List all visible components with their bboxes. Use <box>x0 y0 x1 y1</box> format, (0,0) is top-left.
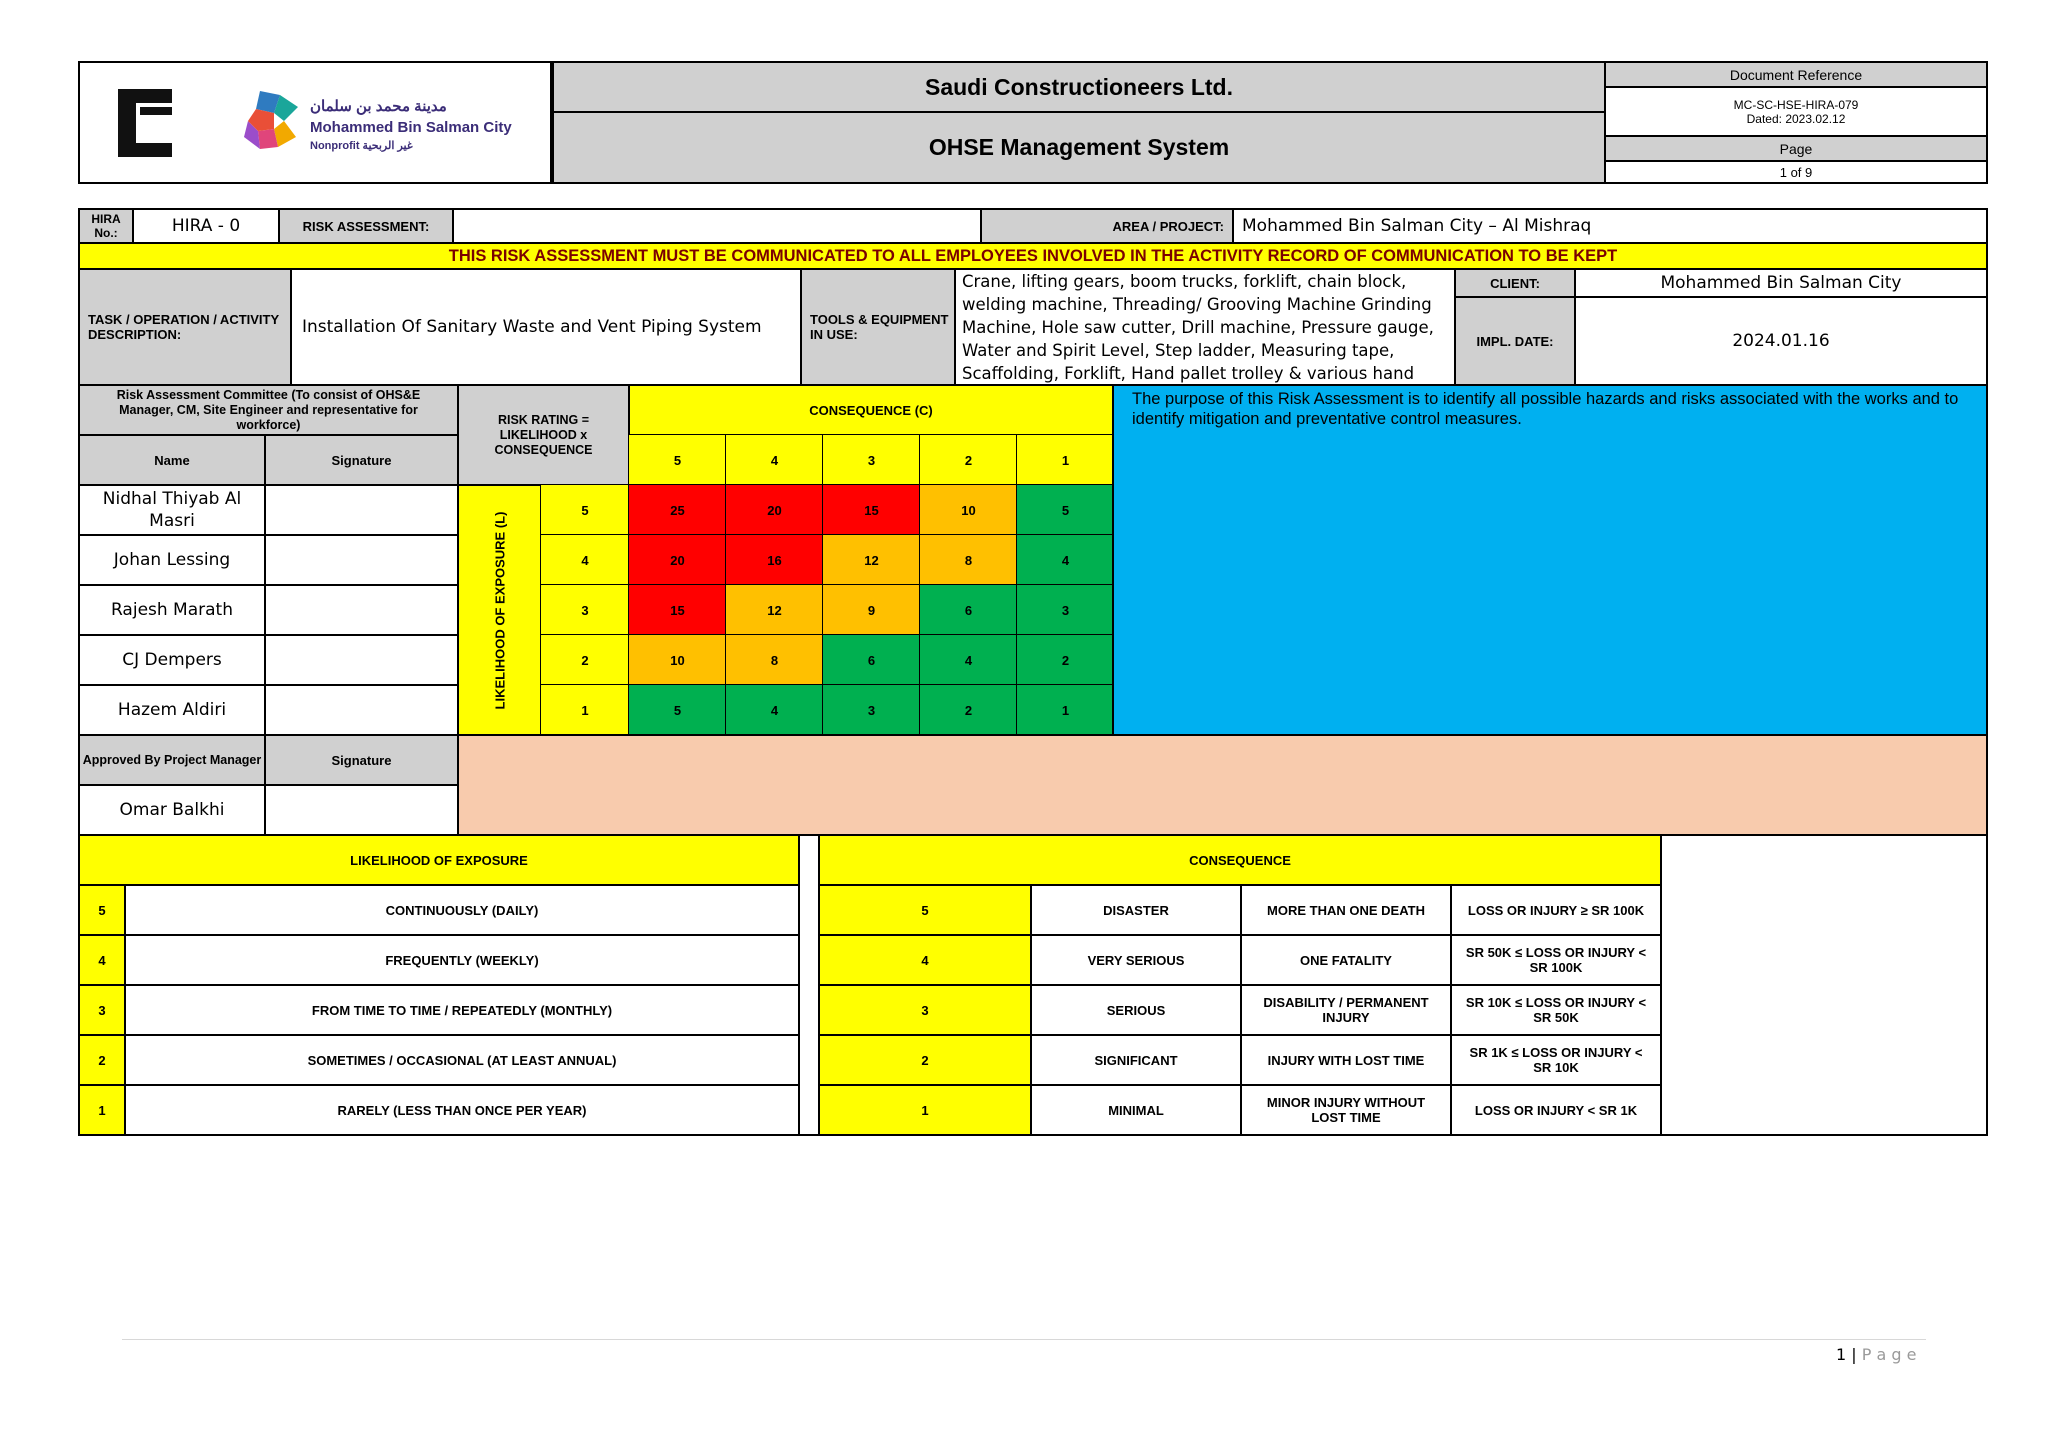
committee-member-name <box>78 584 266 636</box>
consequence-table-title-text: CONSEQUENCE <box>1189 852 1291 868</box>
committee-member-signature <box>264 484 459 536</box>
committee-title-text: Risk Assessment Committee (To consist of OHS&E Manager, CM, Site Engineer and representative for workforce) <box>116 387 421 432</box>
company-name-text: Saudi Constructioneers Ltd. <box>925 73 1233 100</box>
likelihood-description-cell: RARELY (LESS THAN ONCE PER YEAR) <box>124 1084 800 1136</box>
committee-member-name-text: CJ Dempers <box>122 650 222 670</box>
doc-ref-label-text: Document Reference <box>1729 66 1863 83</box>
mbs-city-logo-ar: مدينة محمد بن سلمان <box>310 98 447 115</box>
system-name-text: OHSE Management System <box>928 134 1230 160</box>
committee-member-signature <box>264 534 459 586</box>
risk-matrix-cell: 3 <box>1016 584 1115 636</box>
blank-right-box <box>1660 834 1988 1136</box>
committee-member-signature <box>264 584 459 636</box>
page-value <box>1604 160 1988 184</box>
committee-member-name <box>78 534 266 586</box>
consequence-loss-cell: LOSS OR INJURY < SR 1K <box>1450 1084 1662 1136</box>
risk-matrix-cell: 6 <box>822 634 921 686</box>
tools-label <box>800 268 956 386</box>
client-label-text: CLIENT: <box>1490 275 1540 291</box>
consequence-people-cell: INJURY WITH LOST TIME <box>1240 1034 1452 1086</box>
likelihood-scale-cell: 4 <box>540 534 630 586</box>
committee-member-name-text: Johan Lessing <box>113 550 231 570</box>
consequence-severity-cell: DISASTER <box>1030 884 1242 936</box>
risk-assessment-label-text: RISK ASSESSMENT: <box>302 218 430 234</box>
consequence-scale-cell: 5 <box>628 434 727 486</box>
committee-member-signature <box>264 634 459 686</box>
approved-by-label <box>78 734 266 786</box>
impl-date-label-text: IMPL. DATE: <box>1476 333 1554 349</box>
footer-separator: | <box>1851 1345 1862 1364</box>
risk-matrix-cell: 1 <box>1016 684 1115 736</box>
doc-ref-label <box>1604 61 1988 88</box>
consequence-loss-cell: SR 50K ≤ LOSS OR INJURY < SR 100K <box>1450 934 1662 986</box>
footer-page <box>1836 1345 1916 1364</box>
consequence-label-text: CONSEQUENCE (C) <box>809 402 933 418</box>
committee-name-header <box>78 434 266 486</box>
task-text: Installation Of Sanitary Waste and Vent Piping System <box>302 317 762 337</box>
risk-rating-label-text: RISK RATING = LIKELIHOOD x CONSEQUENCE <box>494 412 593 457</box>
likelihood-table-title-text: LIKELIHOOD OF EXPOSURE <box>350 852 528 868</box>
area-value <box>1232 208 1988 244</box>
purpose-box <box>1112 384 1988 736</box>
committee-member-name-text: Hazem Aldiri <box>117 700 227 720</box>
saudi-constructioneers-logo <box>110 79 180 163</box>
impl-date-value <box>1574 296 1988 386</box>
page-value-text: 1 of 9 <box>1779 164 1813 180</box>
table-separator <box>798 834 820 1136</box>
committee-member-name <box>78 634 266 686</box>
area-label <box>980 208 1234 244</box>
approved-name-text: Omar Balkhi <box>119 800 225 820</box>
consequence-scale-cell: 4 <box>725 434 824 486</box>
system-name <box>552 111 1606 184</box>
risk-matrix-cell: 2 <box>919 684 1018 736</box>
communication-banner-text: THIS RISK ASSESSMENT MUST BE COMMUNICATED TO ALL EMPLOYEES INVOLVED IN THE ACTIVITY RECORD OF COMMUNICATION TO BE KEPT <box>448 246 1618 265</box>
doc-ref-date: Dated: 2023.02.12 <box>1746 111 1846 126</box>
tools-text: Crane, lifting gears, boom trucks, forklift, chain block, welding machine, Threading/ Grooving Machine Grinding Machine, Hole saw cutter, Drill machine, Pressure gauge, Water and Spirit Level, Step ladder, Measuring tape, Scaffolding, Forklift, Hand pallet trolley & various hand <box>962 272 1434 383</box>
consequence-loss-cell: SR 1K ≤ LOSS OR INJURY < SR 10K <box>1450 1034 1662 1086</box>
approved-by-label-text: Approved By Project Manager <box>82 752 262 767</box>
doc-ref-number: MC-SC-HSE-HIRA-079 <box>1733 97 1859 112</box>
approved-signature <box>264 784 459 836</box>
footer-page-word: P a g e <box>1861 1345 1917 1364</box>
committee-member-name <box>78 684 266 736</box>
likelihood-scale-cell: 3 <box>540 584 630 636</box>
task-label-text: TASK / OPERATION / ACTIVITY DESCRIPTION: <box>88 312 279 342</box>
risk-matrix-cell: 5 <box>628 684 727 736</box>
risk-matrix-cell: 4 <box>919 634 1018 686</box>
consequence-level-cell: 4 <box>818 934 1032 986</box>
approval-notes-box <box>457 734 1988 836</box>
area-label-text: AREA / PROJECT: <box>1112 218 1224 234</box>
hira-no-label <box>78 208 134 244</box>
approved-signature-header <box>264 734 459 786</box>
likelihood-vertical-label <box>457 484 542 736</box>
risk-matrix-cell: 12 <box>822 534 921 586</box>
likelihood-scale-cell: 5 <box>540 484 630 536</box>
mbs-city-logo-en: Mohammed Bin Salman City <box>310 119 512 136</box>
risk-matrix-cell: 8 <box>919 534 1018 586</box>
likelihood-level-cell: 1 <box>78 1084 126 1136</box>
consequence-level-cell: 2 <box>818 1034 1032 1086</box>
risk-matrix-cell: 20 <box>725 484 824 536</box>
client-value <box>1574 268 1988 298</box>
mbs-city-logo-icon <box>240 87 302 153</box>
committee-name-header-text: Name <box>154 452 190 468</box>
likelihood-description-cell: SOMETIMES / OCCASIONAL (AT LEAST ANNUAL) <box>124 1034 800 1086</box>
committee-signature-header <box>264 434 459 486</box>
consequence-scale-cell: 3 <box>822 434 921 486</box>
likelihood-table-title <box>78 834 800 886</box>
likelihood-level-cell: 5 <box>78 884 126 936</box>
likelihood-scale-cell: 1 <box>540 684 630 736</box>
likelihood-level-cell: 2 <box>78 1034 126 1086</box>
consequence-level-cell: 3 <box>818 984 1032 1036</box>
hira-no-label-text: HIRA No.: <box>91 212 121 240</box>
hira-no-text: HIRA - 0 <box>171 216 241 236</box>
likelihood-level-cell: 4 <box>78 934 126 986</box>
risk-matrix-cell: 10 <box>628 634 727 686</box>
impl-date-text: 2024.01.16 <box>1732 331 1830 351</box>
consequence-severity-cell: MINIMAL <box>1030 1084 1242 1136</box>
purpose-text: The purpose of this Risk Assessment is to identify all possible hazards and risks associated with the works and to identify mitigation and preventative control measures. <box>1132 390 1959 428</box>
consequence-people-cell: MINOR INJURY WITHOUT LOST TIME <box>1240 1084 1452 1136</box>
risk-matrix-cell: 9 <box>822 584 921 636</box>
mbs-city-logo-sub: Nonprofit غير الربحية <box>310 140 413 152</box>
likelihood-description-cell: FREQUENTLY (WEEKLY) <box>124 934 800 986</box>
likelihood-level-cell: 3 <box>78 984 126 1036</box>
task-value <box>290 268 802 386</box>
likelihood-description-cell: CONTINUOUSLY (DAILY) <box>124 884 800 936</box>
task-label <box>78 268 292 386</box>
header-logo-box <box>78 61 552 184</box>
likelihood-vertical-label-text: LIKELIHOOD OF EXPOSURE (L) <box>492 511 507 709</box>
consequence-scale-cell: 1 <box>1016 434 1115 486</box>
hira-no-value <box>132 208 280 244</box>
page-label <box>1604 135 1988 162</box>
communication-banner <box>78 242 1988 270</box>
risk-matrix-cell: 16 <box>725 534 824 586</box>
consequence-level-cell: 1 <box>818 1084 1032 1136</box>
approved-name <box>78 784 266 836</box>
risk-matrix-cell: 5 <box>1016 484 1115 536</box>
committee-member-name <box>78 484 266 536</box>
consequence-people-cell: ONE FATALITY <box>1240 934 1452 986</box>
tools-label-text: TOOLS & EQUIPMENT IN USE: <box>810 312 949 342</box>
risk-rating-label <box>457 384 630 486</box>
consequence-table-title <box>818 834 1662 886</box>
risk-matrix-cell: 2 <box>1016 634 1115 686</box>
tools-value <box>954 268 1456 386</box>
risk-matrix-cell: 8 <box>725 634 824 686</box>
consequence-people-cell: MORE THAN ONE DEATH <box>1240 884 1452 936</box>
area-text: Mohammed Bin Salman City – Al Mishraq <box>1242 216 1592 236</box>
footer-page-number: 1 <box>1836 1345 1847 1364</box>
risk-matrix-cell: 3 <box>822 684 921 736</box>
risk-assessment-label <box>278 208 454 244</box>
company-name <box>552 61 1606 113</box>
consequence-severity-cell: SIGNIFICANT <box>1030 1034 1242 1086</box>
likelihood-scale-cell: 2 <box>540 634 630 686</box>
consequence-scale-cell: 2 <box>919 434 1018 486</box>
consequence-loss-cell: SR 10K ≤ LOSS OR INJURY < SR 50K <box>1450 984 1662 1036</box>
risk-matrix-cell: 12 <box>725 584 824 636</box>
committee-signature-header-text: Signature <box>331 452 392 468</box>
impl-date-label <box>1454 296 1576 386</box>
committee-member-name-text: Nidhal Thiyab Al Masri <box>102 489 242 531</box>
consequence-label <box>628 384 1114 436</box>
committee-member-signature <box>264 684 459 736</box>
consequence-people-cell: DISABILITY / PERMANENT INJURY <box>1240 984 1452 1036</box>
approved-signature-header-text: Signature <box>331 752 392 768</box>
risk-matrix-cell: 15 <box>628 584 727 636</box>
risk-matrix-cell: 4 <box>1016 534 1115 586</box>
likelihood-description-cell: FROM TIME TO TIME / REPEATEDLY (MONTHLY) <box>124 984 800 1036</box>
consequence-loss-cell: LOSS OR INJURY ≥ SR 100K <box>1450 884 1662 936</box>
risk-matrix-cell: 15 <box>822 484 921 536</box>
risk-matrix-cell: 25 <box>628 484 727 536</box>
client-label <box>1454 268 1576 298</box>
risk-matrix-cell: 10 <box>919 484 1018 536</box>
risk-assessment-value <box>452 208 982 244</box>
consequence-severity-cell: VERY SERIOUS <box>1030 934 1242 986</box>
page-label-text: Page <box>1779 140 1813 157</box>
consequence-level-cell: 5 <box>818 884 1032 936</box>
risk-matrix-cell: 6 <box>919 584 1018 636</box>
doc-ref-value <box>1604 86 1988 137</box>
consequence-severity-cell: SERIOUS <box>1030 984 1242 1036</box>
footer-rule <box>122 1339 1926 1340</box>
risk-matrix-cell: 20 <box>628 534 727 586</box>
committee-title <box>78 384 459 436</box>
committee-member-name-text: Rajesh Marath <box>110 600 233 620</box>
risk-matrix-cell: 4 <box>725 684 824 736</box>
client-text: Mohammed Bin Salman City <box>1660 273 1902 293</box>
